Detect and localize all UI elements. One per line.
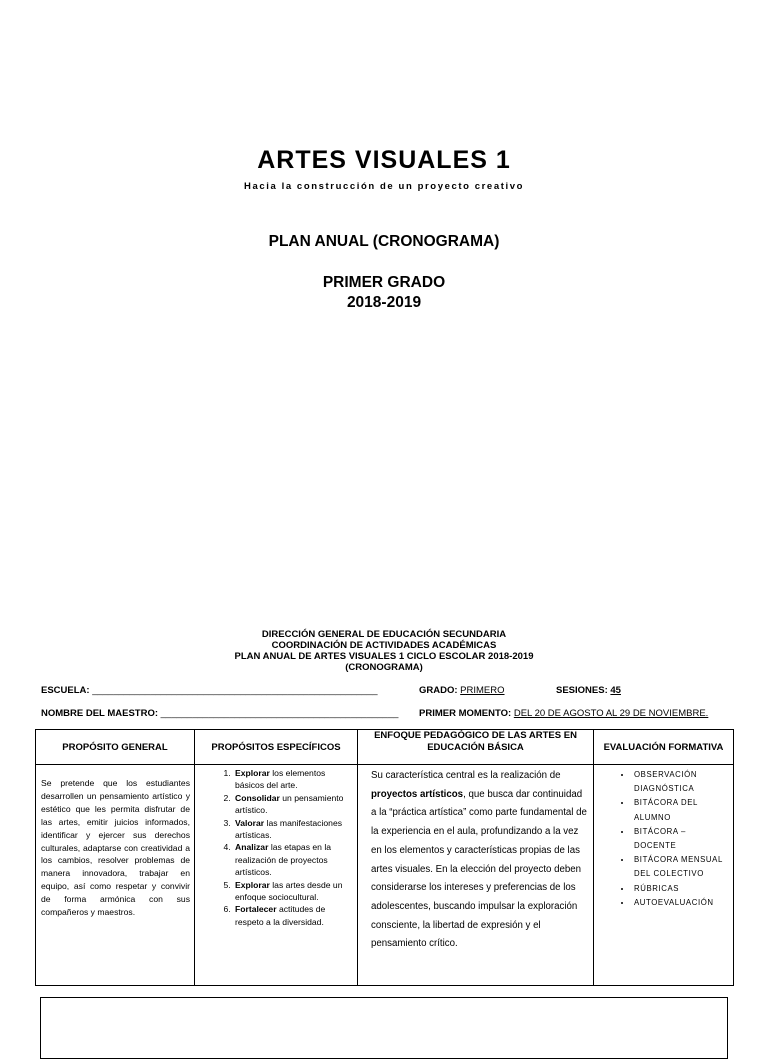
header-enfoque-pedagogico: ENFOQUE PEDAGÓGICO DE LAS ARTES EN EDUCACIÓN BÁSICA <box>358 730 594 765</box>
header-line-4: (CRONOGRAMA) <box>345 662 423 673</box>
document-subtitle: Hacia la construcción de un proyecto creativo <box>243 181 524 192</box>
momento-field <box>419 708 708 719</box>
escuela-label: ESCUELA: <box>41 685 90 696</box>
grado-label: GRADO: <box>419 685 458 696</box>
plan-table <box>35 729 734 986</box>
table-row <box>36 765 734 986</box>
document-title: ARTES VISUALES 1 <box>257 146 511 174</box>
list-item: • BITÁCORA MENSUAL DEL COLECTIVO <box>632 853 729 881</box>
header-proposito-general: PROPÓSITO GENERAL <box>36 730 195 765</box>
header-propositos-especificos: PROPÓSITOS ESPECÍFICOS <box>195 730 358 765</box>
next-section-box <box>40 997 728 1059</box>
momento-value: DEL 20 DE AGOSTO AL 29 DE NOVIEMBRE. <box>513 708 709 719</box>
cell-propositos-especificos <box>195 765 358 986</box>
sesiones-value: 45 <box>610 685 621 696</box>
list-item: • BITÁCORA DEL ALUMNO <box>632 796 729 824</box>
grado-value: PRIMERO <box>460 685 505 696</box>
sesiones-field <box>556 685 621 696</box>
escuela-blank: ______________________________________________________ <box>92 685 378 696</box>
plan-title: PLAN ANUAL (CRONOGRAMA) <box>268 233 500 250</box>
propositos-especificos-list <box>195 765 357 928</box>
maestro-label: NOMBRE DEL MAESTRO: <box>41 708 158 719</box>
list-item: • OBSERVACIÓN DIAGNÓSTICA <box>632 768 729 796</box>
escuela-field <box>41 685 378 696</box>
list-item: • BITÁCORA – DOCENTE <box>632 825 729 853</box>
cell-evaluacion-formativa <box>594 765 734 986</box>
enfoque-text: Su característica central es la realización de proyectos artísticos, que busca dar continuidad a la “práctica artística” como parte fundamental de la experiencia en el aula, profundizando a la vez en los elementos y características propias de las artes visuales. En la elección del proyecto deben considerarse los intereses y preferencias de los adolescentes, buscando impulsar la exploración consciente, la libertad de expresión y el pensamiento crítico. <box>371 770 587 950</box>
school-year: 2018-2019 <box>346 294 422 311</box>
list-item: 5. Explorar las artes desde un enfoque sociocultural. <box>233 879 353 904</box>
header-line-1: DIRECCIÓN GENERAL DE EDUCACIÓN SECUNDARIA <box>261 629 507 640</box>
header-evaluacion-formativa: EVALUACIÓN FORMATIVA <box>594 730 734 765</box>
maestro-field <box>41 708 398 719</box>
list-item: 6. Fortalecer actitudes de respeto a la diversidad. <box>233 903 353 928</box>
maestro-blank: _____________________________________________ <box>160 708 399 719</box>
cell-enfoque-pedagogico <box>358 765 594 986</box>
list-item: 1. Explorar los elementos básicos del arte. <box>233 767 353 792</box>
list-item: 2. Consolidar un pensamiento artístico. <box>233 792 353 817</box>
header-line-2: COORDINACIÓN DE ACTIVIDADES ACADÉMICAS <box>271 640 497 651</box>
proposito-general-text: Se pretende que los estudiantes desarrollen un pensamiento artístico y estético que les permita disfrutar de las artes, emitir juicios informados, identificar y ejercer sus derechos culturales, adaptarse con creatividad a los cambios, resolver problemas de manera innovadora, trabajar en equipo, así como respetar y convivir de forma armónica con sus compañeros y maestros. <box>41 778 190 918</box>
grado-field <box>419 685 505 696</box>
momento-label: PRIMER MOMENTO: <box>419 708 512 719</box>
evaluacion-list <box>594 765 733 910</box>
list-item: 3. Valorar las manifestaciones artísticas. <box>233 817 353 842</box>
sesiones-label: SESIONES: <box>556 685 608 696</box>
list-item: • RÚBRICAS <box>632 882 729 896</box>
list-item: 4. Analizar las etapas en la realización de proyectos artísticos. <box>233 841 353 878</box>
header-line-3: PLAN ANUAL DE ARTES VISUALES 1 CICLO ESCOLAR 2018-2019 <box>234 651 534 662</box>
enfoque-highlight: proyectos artísticos <box>371 788 464 800</box>
list-item: • AUTOEVALUACIÓN <box>632 896 729 910</box>
table-header-row <box>36 730 734 765</box>
grade-title: PRIMER GRADO <box>322 274 446 291</box>
cell-proposito-general <box>36 765 195 986</box>
